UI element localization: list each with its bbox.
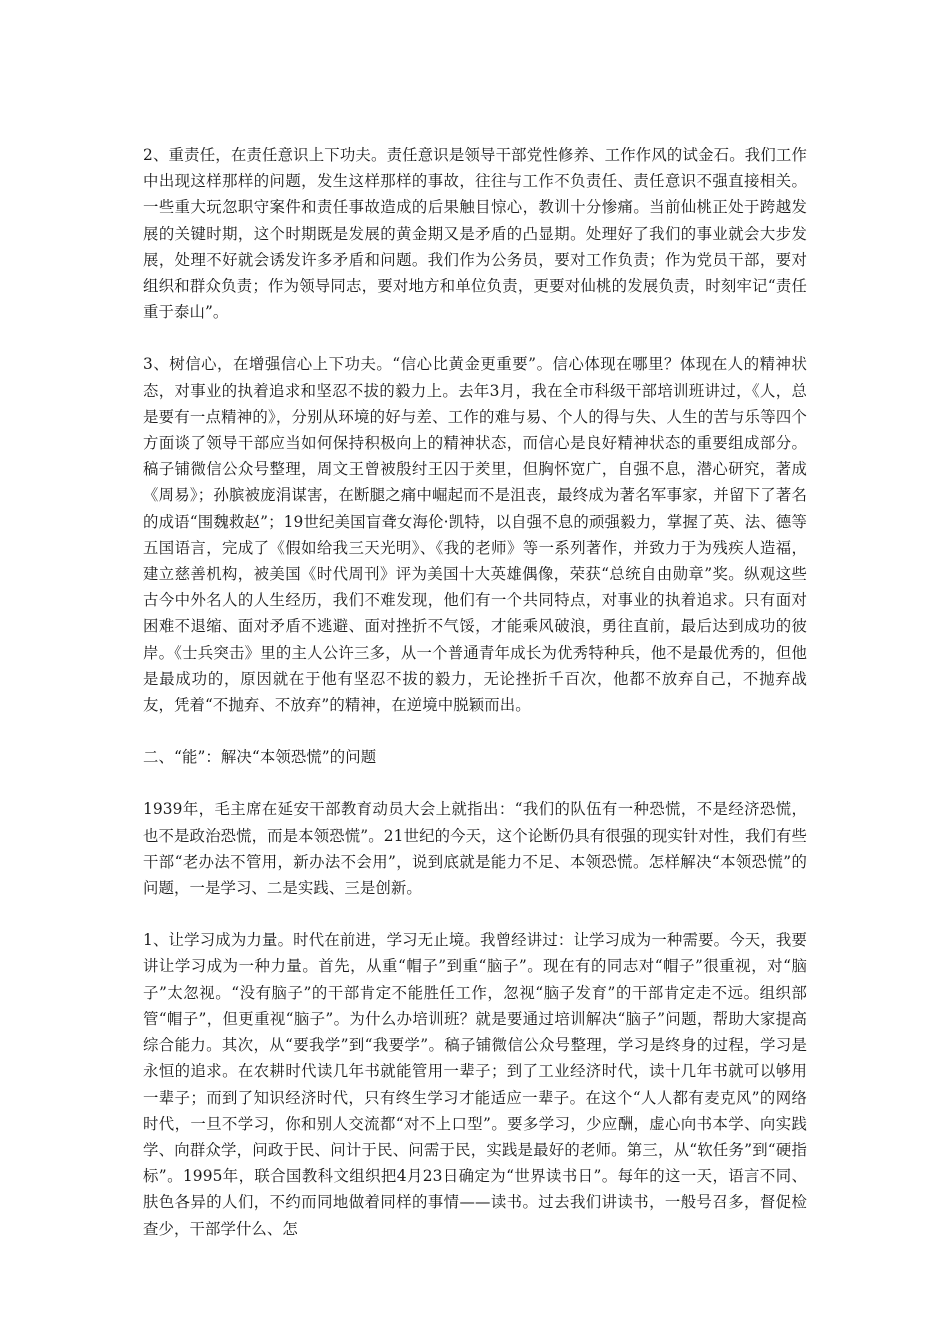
paragraph-skill-panic: 1939年，毛主席在延安干部教育动员大会上就指出：“我们的队伍有一种恐慌，不是经济恐慌，也不是政治恐慌，而是本领恐慌”。21世纪的今天，这个论断仍具有很强的现实针对性，我们有些干部“老办法不管用，新办法不会用”，说到底就是能力不足、本领恐慌。怎样解决“本领恐慌”的问题，一是学习、二是实践、三是创新。: [143, 800, 807, 898]
section-heading: 二、“能”：解决“本领恐慌”的问题: [143, 748, 377, 767]
paragraph-confidence: 3、树信心，在增强信心上下功夫。“信心比黄金更重要”。信心体现在哪里？体现在人的精神状态，对事业的执着追求和坚忍不拔的毅力上。去年3月，我在全市科级干部培训班讲过，《人，总是要有一点精神的》，分别从环境的好与差、工作的难与易、个人的得与失、人生的苦与乐等四个方面谈了领导干部应当如何保持积极向上的精神状态，而信心是良好精神状态的重要组成部分。稿子铺微信公众号整理，周文王曾被殷纣王囚于羑里，但胸怀宽广，自强不息，潜心研究，著成《周易》；孙膑被庞涓谋害，在断腿之痛中崛起而不是沮丧，最终成为著名军事家，并留下了著名的成语“围魏救赵”；19世纪美国盲聋女海伦·凯特，以自强不息的顽强毅力，掌握了英、法、德等五国语言，完成了《假如给我三天光明》、《我的老师》等一系列著作，并致力于为残疾人造福，建立慈善机构，被美国《时代周刊》评为美国十大英雄偶像，荣获“总统自由勋章”奖。纵观这些古今中外名人的人生经历，我们不难发现，他们有一个共同特点，对事业的执着追求。只有面对困难不退缩、面对矛盾不逃避、面对挫折不气馁，才能乘风破浪，勇往直前，最后达到成功的彼岸。《士兵突击》里的主人公许三多，从一个普通青年成长为优秀特种兵，他不是最优秀的，但他是最成功的，原因就在于他有坚忍不拔的毅力，无论挫折千百次，他都不放弃自己，不抛弃战友，凭着“不抛弃、不放弃”的精神，在逆境中脱颖而出。: [143, 355, 807, 715]
document-body: [143, 142, 807, 1242]
paragraph-gap: [143, 325, 807, 351]
paragraph-responsibility: 2、重责任，在责任意识上下功夫。责任意识是领导干部党性修养、工作作风的试金石。我们工作中出现这样那样的问题，发生这样那样的事故，往往与工作不负责任、责任意识不强直接相关。一些重大玩忽职守案件和责任事故造成的后果触目惊心，教训十分惨痛。当前仙桃正处于跨越发展的关键时期，这个时期既是发展的黄金期又是矛盾的凸显期。处理好了我们的事业就会大步发展，处理不好就会诱发许多矛盾和问题。我们作为公务员，要对工作负责；作为党员干部，要对组织和群众负责；作为领导同志，要对地方和单位负责，更要对仙桃的发展负责，时刻牢记“责任重于泰山”。: [143, 146, 807, 322]
paragraph-gap: [143, 770, 807, 796]
paragraph-gap: [143, 901, 807, 927]
paragraph-learning: 1、让学习成为力量。时代在前进，学习无止境。我曾经讲过：让学习成为一种需要。今天，我要讲让学习成为一种力量。首先，从重“帽子”到重“脑子”。现在有的同志对“帽子”很重视，对“脑子”太忽视。“没有脑子”的干部肯定不能胜任工作，忽视“脑子发育”的干部肯定走不远。组织部管“帽子”，但更重视“脑子”。为什么办培训班？就是要通过培训解决“脑子”问题，帮助大家提高综合能力。其次，从“要我学”到“我要学”。稿子铺微信公众号整理，学习是终身的过程，学习是永恒的追求。在农耕时代读几年书就能管用一辈子；到了工业经济时代，读十几年书就可以够用一辈子；而到了知识经济时代，只有终生学习才能适应一辈子。在这个“人人都有麦克风”的网络时代，一旦不学习，你和别人交流都“对不上口型”。要多学习，少应酬，虚心向书本学、向实践学、向群众学，问政于民、问计于民、问需于民，实践是最好的老师。第三，从“软任务”到“硬指标”。1995年，联合国教科文组织把4月23日确定为“世界读书日”。每年的这一天，语言不同、肤色各异的人们，不约而同地做着同样的事情——读书。过去我们讲读书，一般号召多，督促检查少，干部学什么、怎: [143, 931, 807, 1238]
paragraph-gap: [143, 718, 807, 744]
